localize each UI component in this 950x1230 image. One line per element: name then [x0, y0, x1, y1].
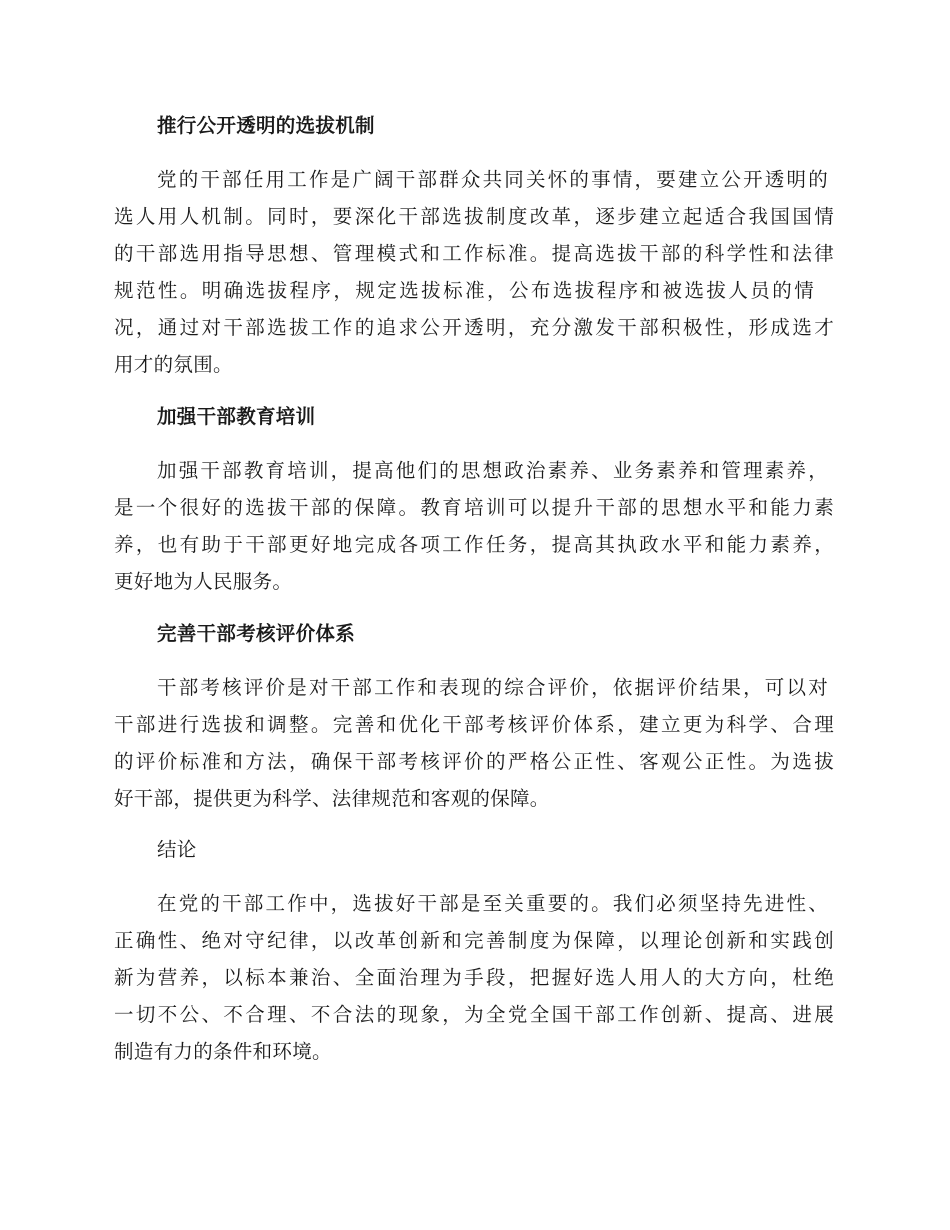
paragraph-line: 在党的干部工作中，选拔好干部是至关重要的。我们必须坚持先进性、 — [157, 892, 828, 915]
paragraph-line: 选人用人机制。同时，要深化干部选拔制度改革，逐步建立起适合我国国情 — [114, 205, 834, 228]
paragraph-line: 用才的氛围。 — [114, 353, 233, 376]
paragraph-line: 况，通过对干部选拔工作的追求公开透明，充分激发干部积极性，形成选才 — [114, 316, 834, 339]
paragraph-line: 干部进行选拔和调整。完善和优化干部考核评价体系，建立更为科学、合理 — [114, 713, 834, 736]
paragraph-line: 规范性。明确选拔程序，规定选拔标准，公布选拔程序和被选拔人员的情 — [114, 279, 814, 302]
paragraph-line: 正确性、绝对守纪律，以改革创新和完善制度为保障，以理论创新和实践创 — [114, 929, 834, 952]
section-heading: 完善干部考核评价体系 — [157, 622, 356, 645]
section-heading: 结论 — [157, 838, 197, 861]
paragraph-line: 加强干部教育培训，提高他们的思想政治素养、业务素养和管理素养， — [157, 459, 828, 482]
paragraph-line: 好干部，提供更为科学、法律规范和客观的保障。 — [114, 787, 550, 810]
paragraph-line: 一切不公、不合理、不合法的现象，为全党全国干部工作创新、提高、进展 — [114, 1003, 834, 1026]
paragraph-line: 制造有力的条件和环境。 — [114, 1040, 332, 1063]
section-heading: 推行公开透明的选拔机制 — [157, 114, 375, 137]
section-heading: 加强干部教育培训 — [157, 405, 316, 428]
paragraph-line: 更好地为人民服务。 — [114, 570, 293, 593]
paragraph-line: 的干部选用指导思想、管理模式和工作标准。提高选拔干部的科学性和法律 — [114, 242, 834, 265]
paragraph-line: 新为营养，以标本兼治、全面治理为手段，把握好选人用人的大方向，杜绝 — [114, 966, 834, 989]
paragraph-line: 干部考核评价是对干部工作和表现的综合评价，依据评价结果，可以对 — [157, 676, 828, 699]
paragraph-line: 养，也有助于干部更好地完成各项工作任务，提高其执政水平和能力素养， — [114, 533, 834, 556]
paragraph-line: 党的干部任用工作是广阔干部群众共同关怀的事情，要建立公开透明的 — [157, 168, 828, 191]
paragraph-line: 的评价标准和方法，确保干部考核评价的严格公正性、客观公正性。为选拔 — [114, 750, 834, 773]
paragraph-line: 是一个很好的选拔干部的保障。教育培训可以提升干部的思想水平和能力素 — [114, 496, 834, 519]
